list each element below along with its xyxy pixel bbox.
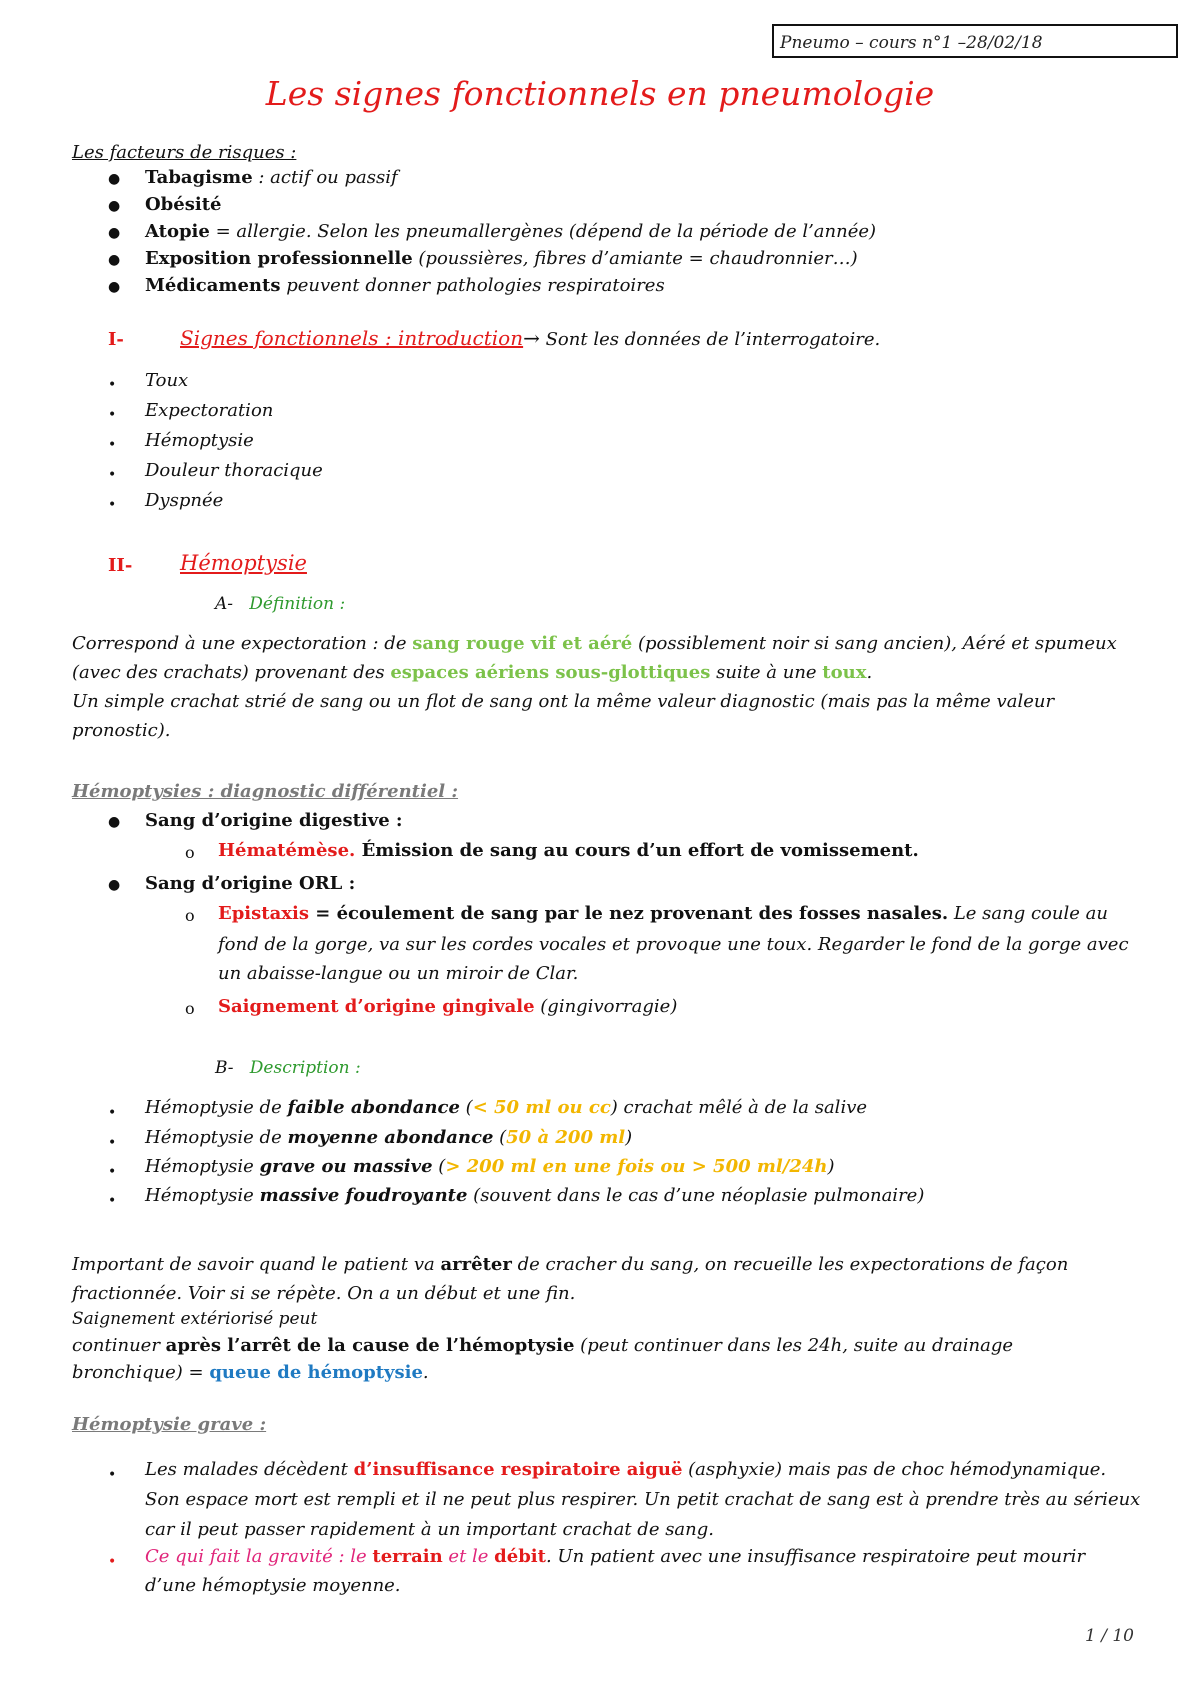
definition-line: pronostic). bbox=[72, 720, 171, 741]
grave-line: Ce qui fait la gravité : le terrain et le débit. Un patient avec une insuffisance respiratoire peut mourir bbox=[145, 1546, 1086, 1567]
epistaxis-line: un abaisse-langue ou un miroir de Clar. bbox=[218, 963, 579, 984]
bullet-icon: • bbox=[108, 1554, 117, 1570]
definition-line: (avec des crachats) provenant des espaces aériens sous-glottiques suite à une toux. bbox=[72, 662, 873, 683]
bullet-icon: • bbox=[108, 1193, 117, 1209]
bullet-icon: • bbox=[108, 467, 117, 483]
important-line: bronchique) = queue de hémoptysie. bbox=[72, 1362, 429, 1383]
definition-line: Correspond à une expectoration : de sang rouge vif et aéré (possiblement noir si sang ancien), Aéré et spumeux bbox=[72, 633, 1117, 654]
orl-label: Sang d’origine ORL : bbox=[145, 873, 356, 894]
section1-heading: Signes fonctionnels : introduction→ Sont les données de l’interrogatoire. bbox=[180, 326, 881, 350]
list-item: Dyspnée bbox=[145, 490, 224, 511]
bullet-icon: • bbox=[108, 437, 117, 453]
section1-number: I- bbox=[108, 329, 124, 350]
subsection-b: B- Description : bbox=[215, 1058, 361, 1078]
description-item: Hémoptysie de moyenne abondance (50 à 200 ml) bbox=[145, 1127, 633, 1148]
bullet-icon: • bbox=[108, 1105, 117, 1121]
bullet-icon: ● bbox=[108, 198, 121, 214]
definition-line: Un simple crachat strié de sang ou un flot de sang ont la même valeur diagnostic (mais pas la même valeur bbox=[72, 691, 1055, 712]
sub-bullet-icon: o bbox=[185, 843, 195, 862]
header-label: Pneumo – cours n°1 –28/02/18 bbox=[780, 33, 1043, 53]
bullet-icon: ● bbox=[108, 171, 121, 187]
important-line: Saignement extériorisé peut bbox=[72, 1309, 318, 1329]
bullet-icon: • bbox=[108, 1135, 117, 1151]
list-item: Expectoration bbox=[145, 400, 274, 421]
epistaxis-line: Epistaxis = écoulement de sang par le nez provenant des fosses nasales. Le sang coule au bbox=[218, 903, 1108, 924]
important-line: Important de savoir quand le patient va arrêter de cracher du sang, on recueille les expectorations de façon bbox=[72, 1254, 1069, 1275]
grave-line: car il peut passer rapidement à un important crachat de sang. bbox=[145, 1519, 715, 1540]
page-number: 1 / 10 bbox=[1085, 1626, 1134, 1646]
subsection-a: A- Définition : bbox=[215, 594, 346, 614]
list-item: Toux bbox=[145, 370, 189, 391]
bullet-icon: ● bbox=[108, 814, 121, 830]
gingival-line: Saignement d’origine gingivale (gingivorragie) bbox=[218, 996, 678, 1017]
bullet-icon: • bbox=[108, 1467, 117, 1483]
grave-line: d’une hémoptysie moyenne. bbox=[145, 1575, 401, 1596]
bullet-icon: ● bbox=[108, 279, 121, 295]
section2-number: II- bbox=[108, 555, 133, 576]
page-title: Les signes fonctionnels en pneumologie bbox=[265, 74, 935, 113]
risk-item: Obésité bbox=[145, 194, 222, 215]
bullet-icon: ● bbox=[108, 252, 121, 268]
grave-line: Son espace mort est rempli et il ne peut plus respirer. Un petit crachat de sang est à prendre très au sérieux bbox=[145, 1489, 1141, 1510]
sub-bullet-icon: o bbox=[185, 906, 195, 925]
risk-item: Tabagisme : actif ou passif bbox=[145, 167, 398, 188]
risk-item: Médicaments peuvent donner pathologies respiratoires bbox=[145, 275, 665, 296]
bullet-icon: ● bbox=[108, 225, 121, 241]
grave-heading: Hémoptysie grave : bbox=[72, 1414, 267, 1435]
epistaxis-line: fond de la gorge, va sur les cordes vocales et provoque une toux. Regarder le fond de la gorge avec bbox=[218, 934, 1129, 955]
risk-item: Atopie = allergie. Selon les pneumallergènes (dépend de la période de l’année) bbox=[145, 221, 877, 242]
section2-title: Hémoptysie bbox=[180, 551, 307, 575]
important-line: fractionnée. Voir si se répète. On a un début et une fin. bbox=[72, 1283, 576, 1304]
bullet-icon: • bbox=[108, 407, 117, 423]
bullet-icon: • bbox=[108, 1164, 117, 1180]
arrow-right-icon: → bbox=[523, 326, 540, 350]
risk-factors-heading: Les facteurs de risques : bbox=[72, 142, 297, 163]
grave-line: Les malades décèdent d’insuffisance respiratoire aiguë (asphyxie) mais pas de choc hémodynamique. bbox=[145, 1459, 1107, 1480]
risk-item: Exposition professionnelle (poussières, fibres d’amiante = chaudronnier…) bbox=[145, 248, 858, 269]
description-item: Hémoptysie grave ou massive (> 200 ml en une fois ou > 500 ml/24h) bbox=[145, 1156, 835, 1177]
diff-diagnosis-heading: Hémoptysies : diagnostic différentiel : bbox=[72, 781, 459, 802]
description-item: Hémoptysie de faible abondance (< 50 ml ou cc) crachat mêlé à de la salive bbox=[145, 1097, 868, 1118]
sub-bullet-icon: o bbox=[185, 999, 195, 1018]
digestive-detail: Hématémèse. Émission de sang au cours d’un effort de vomissement. bbox=[218, 840, 919, 861]
digestive-label: Sang d’origine digestive : bbox=[145, 810, 403, 831]
description-item: Hémoptysie massive foudroyante (souvent dans le cas d’une néoplasie pulmonaire) bbox=[145, 1185, 925, 1206]
bullet-icon: • bbox=[108, 377, 117, 393]
bullet-icon: ● bbox=[108, 877, 121, 893]
important-line: continuer après l’arrêt de la cause de l’hémoptysie (peut continuer dans les 24h, suite au drainage bbox=[72, 1335, 1014, 1356]
bullet-icon: • bbox=[108, 497, 117, 513]
list-item: Hémoptysie bbox=[145, 430, 254, 451]
list-item: Douleur thoracique bbox=[145, 460, 323, 481]
